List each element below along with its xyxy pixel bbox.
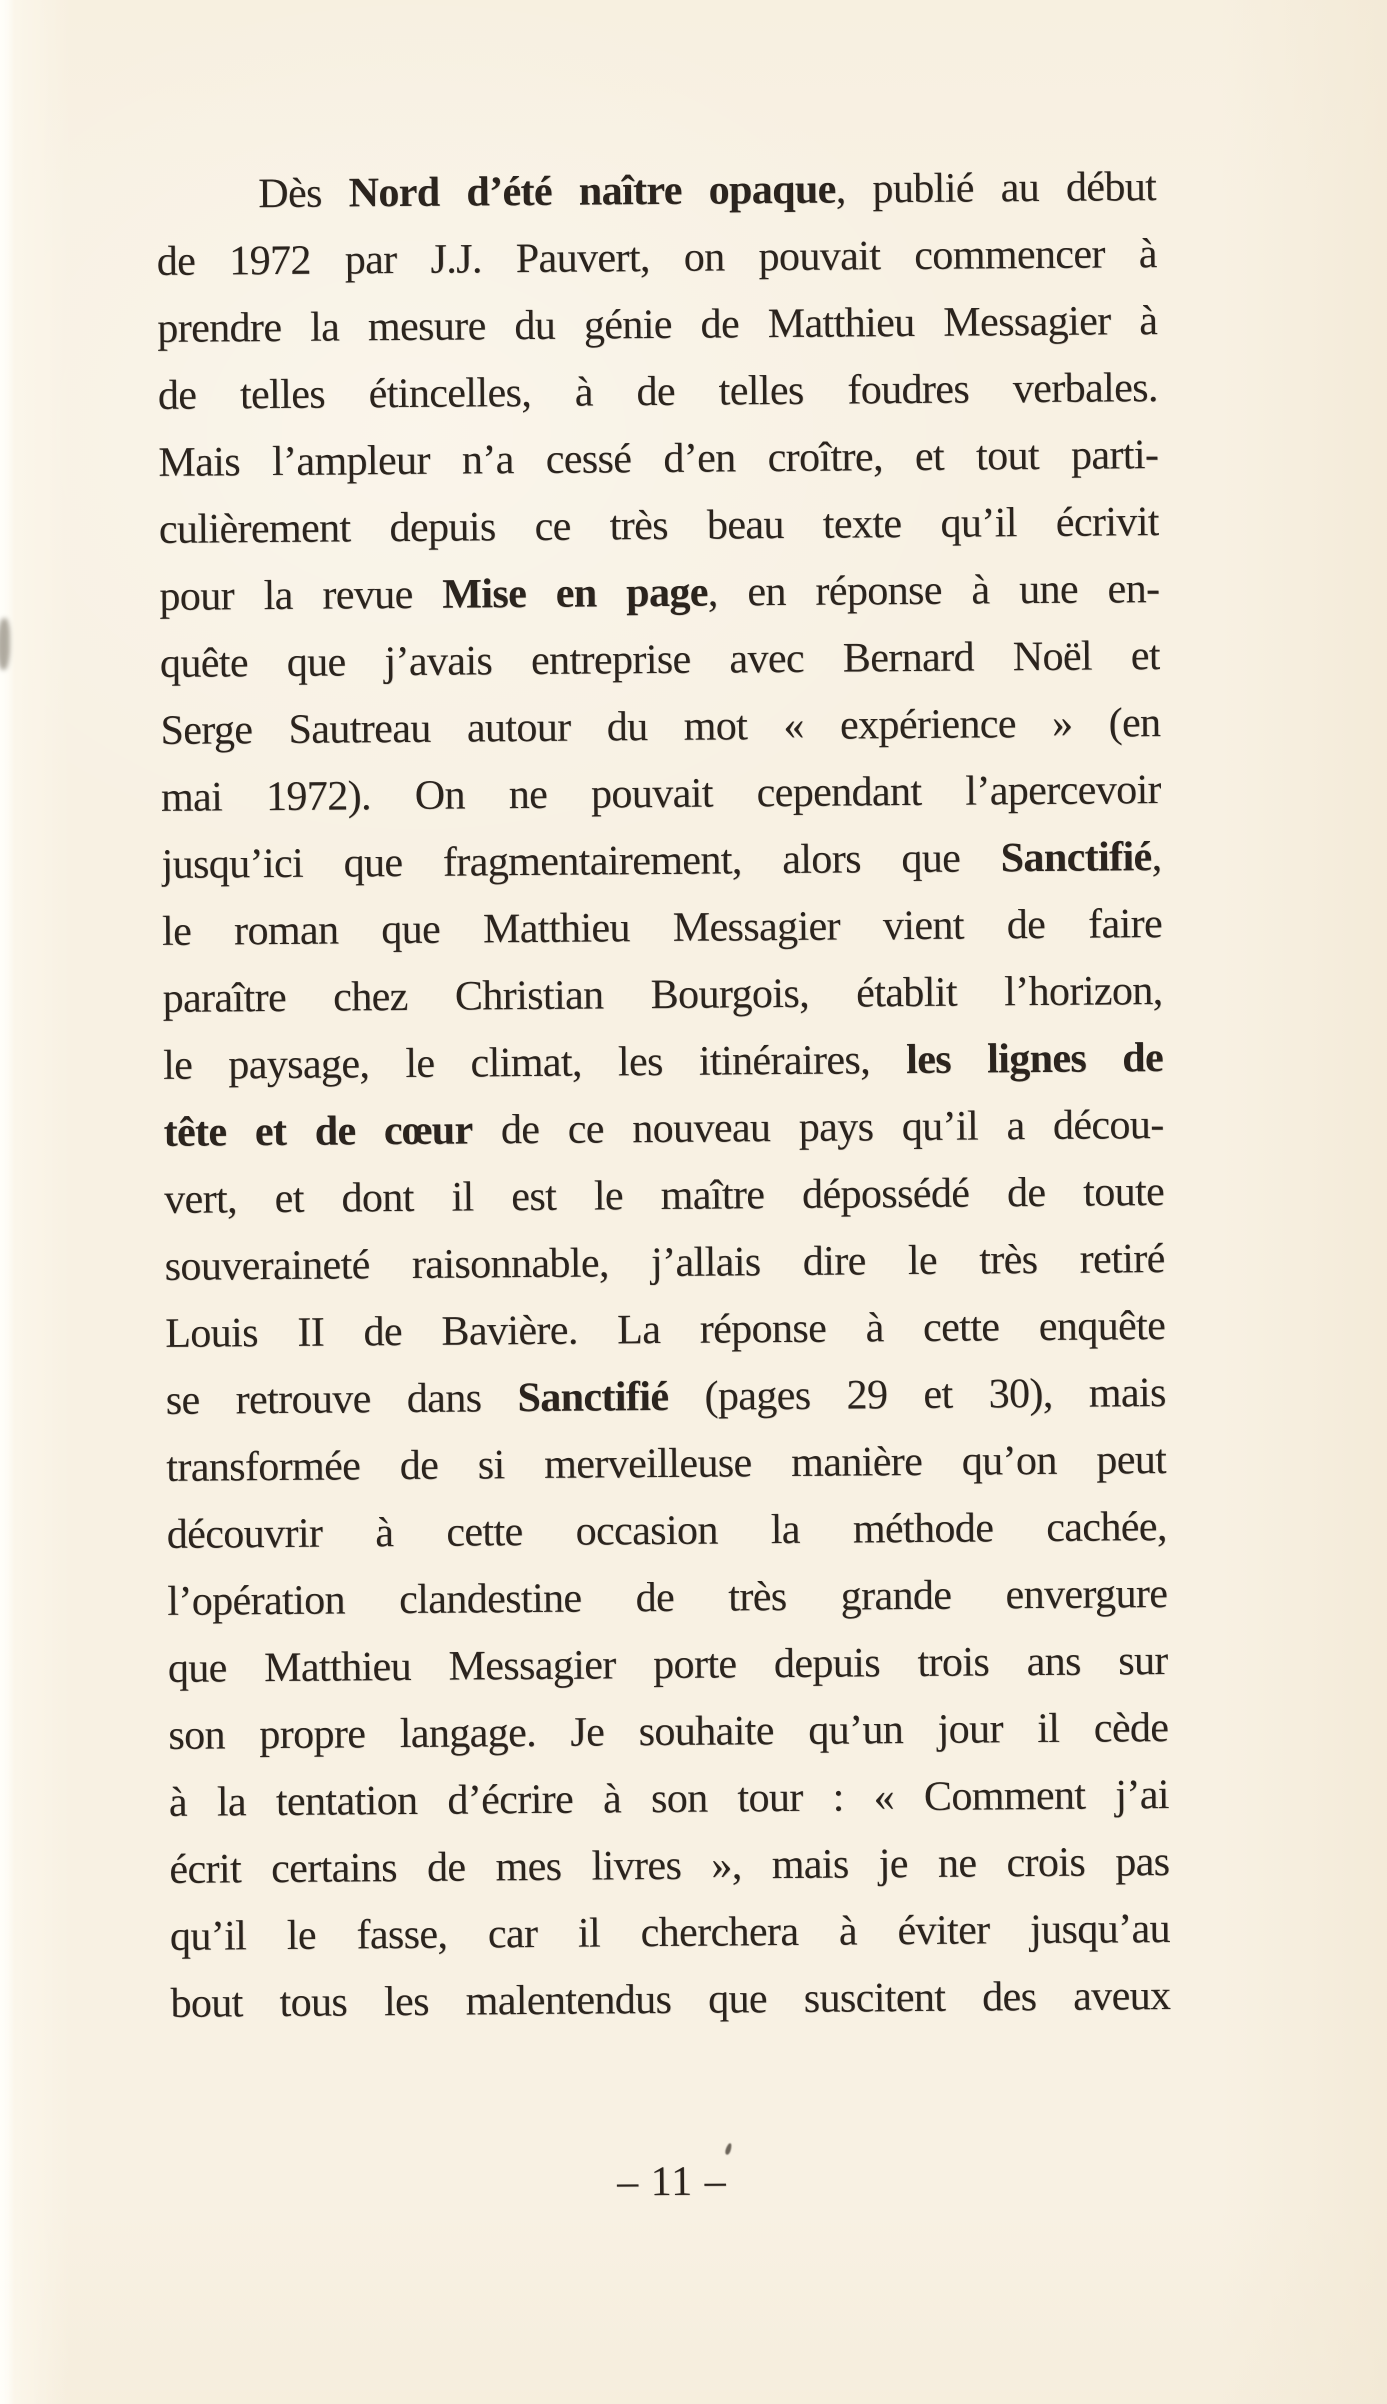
text-segment: mai 1972). On ne pouvait cependant l’apercevoir <box>160 767 1162 821</box>
text-line <box>168 1628 1168 1703</box>
text-segment: se retrouve dans <box>165 1375 518 1424</box>
text-line <box>158 422 1158 497</box>
text-segment: écrit certains de mes livres », mais je ne crois pas <box>169 1839 1170 1893</box>
text-segment: Louis II de Bavière. La réponse à cette enquête <box>165 1303 1166 1357</box>
text-line <box>157 221 1157 296</box>
text-line <box>160 690 1160 765</box>
text-line <box>161 757 1161 832</box>
text-segment: , publié au début <box>835 164 1157 213</box>
text-segment: qu’il le fasse, car il cherchera à éviter jusqu’au <box>169 1906 1171 1960</box>
text-segment: Dès <box>258 170 349 218</box>
text-segment: le paysage, le climat, les itinéraires, <box>162 1037 907 1089</box>
text-segment: , <box>1151 834 1162 881</box>
text-segment: souveraineté raisonnable, j’allais dire le très retiré <box>164 1236 1165 1290</box>
text-line <box>163 1092 1163 1167</box>
text-segment: jusqu’ici que fragmentairement, alors que <box>161 835 1001 888</box>
text-line <box>167 1494 1167 1569</box>
text-segment: quête que j’avais entreprise avec Bernard Noël et <box>159 633 1161 687</box>
text-segment: de ce nouveau pays qu’il a décou- <box>472 1102 1164 1154</box>
text-line <box>165 1360 1165 1435</box>
text-segment: Serge Sautreau autour du mot « expérience » (en <box>160 700 1161 754</box>
text-line <box>164 1226 1164 1301</box>
text-segment: de telles étincelles, à de telles foudres verbales. <box>157 365 1159 419</box>
text-line <box>170 1896 1170 1971</box>
text-line <box>168 1695 1168 1770</box>
text-line <box>159 489 1159 564</box>
text-segment: Mais l’ampleur n’a cessé d’en croître, et tout parti- <box>158 432 1159 486</box>
text-segment: , en réponse à une en- <box>707 566 1160 616</box>
text-line <box>169 1762 1169 1837</box>
text-line <box>162 891 1162 966</box>
text-line <box>156 154 1156 229</box>
text-line <box>163 1025 1163 1100</box>
text-segment: son propre langage. Je souhaite qu’un jour il cède <box>168 1705 1169 1759</box>
page-number: – 11 – <box>616 2158 727 2206</box>
text-segment: pour la revue <box>159 571 443 620</box>
text-segment: paraître chez Christian Bourgois, établit l’horizon, <box>162 968 1163 1022</box>
text-line <box>164 1159 1164 1234</box>
text-segment: à la tentation d’écrire à son tour : « Comment j’ai <box>168 1772 1170 1826</box>
text-segment: de 1972 par J.J. Pauvert, on pouvait commencer à <box>156 231 1157 285</box>
text-segment: Mise en page <box>442 569 709 618</box>
text-line <box>159 556 1159 631</box>
text-segment: vert, et dont il est le maître dépossédé de toute <box>163 1169 1165 1223</box>
text-segment: culièrement depuis ce très beau texte qu’il écrivit <box>158 499 1160 553</box>
text-segment: transformée de si merveilleuse manière qu’on peut <box>166 1437 1167 1491</box>
text-line <box>166 1427 1166 1502</box>
text-segment: l’opération clandestine de très grande envergure <box>167 1571 1168 1625</box>
text-segment: Nord d’été naître opaque <box>348 166 836 217</box>
text-line <box>170 1963 1170 2038</box>
text-segment: le roman que Matthieu Messagier vient de faire <box>161 901 1163 955</box>
text-line <box>157 288 1157 363</box>
page-left-edge <box>0 0 14 2404</box>
text-line <box>158 355 1158 430</box>
text-segment: découvrir à cette occasion la méthode cachée, <box>166 1504 1167 1558</box>
text-segment: Sanctifié <box>517 1373 669 1422</box>
text-segment: les lignes de <box>905 1035 1164 1084</box>
text-line <box>161 824 1161 899</box>
text-segment: tête et de cœur <box>163 1107 473 1156</box>
text-line <box>165 1293 1165 1368</box>
text-line <box>160 623 1160 698</box>
text-segment: bout tous les malentendus que suscitent des aveux <box>170 1973 1171 2027</box>
text-segment: que Matthieu Messagier porte depuis trois ans sur <box>167 1638 1169 1692</box>
text-line <box>162 958 1162 1033</box>
text-segment: Sanctifié <box>1000 834 1152 882</box>
text-segment: prendre la mesure du génie de Matthieu Messagier à <box>157 298 1158 352</box>
page-text-block <box>156 154 1172 2216</box>
text-segment: (pages 29 et 30), mais <box>668 1370 1166 1420</box>
text-line <box>169 1829 1169 1904</box>
text-line <box>167 1561 1167 1636</box>
